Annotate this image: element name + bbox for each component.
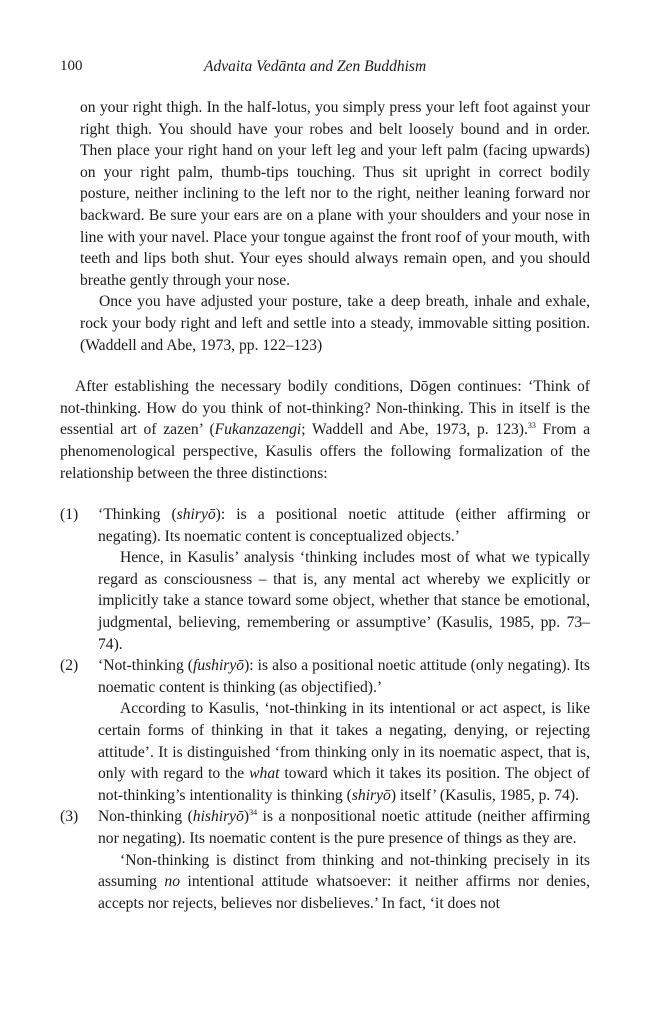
term: shiryō	[351, 786, 391, 804]
list-number: (1)	[60, 506, 79, 524]
term: hishiryō	[192, 808, 244, 826]
list-item	[60, 655, 590, 806]
term: shiryō	[176, 506, 216, 524]
body-paragraph: After establishing the necessary bodily conditions, Dōgen continues: ‘Think of not-thinking. How do you think of not-thinking? Non-thinking. This in itself is the essential art of zazen’ (Fukanzazengi; Waddell and Abe, 1973, p. 123).$^{33}$ From a phenomenological perspective, Kasulis offers the following formalization of the relationship between the three distinctions:	[60, 378, 591, 482]
page-number: 100	[60, 58, 83, 74]
page-body	[60, 97, 590, 914]
running-header	[60, 58, 590, 78]
list-number: (3)	[60, 808, 79, 826]
block-quote	[80, 97, 590, 356]
term: fushiryō	[192, 657, 245, 675]
definition-text: ‘Thinking (shiryō): is a positional noetic attitude (either affirming or negating). Its noematic content is conceptualized objects.’	[98, 506, 590, 545]
italic-title: Fukanzazengi	[214, 421, 302, 439]
quote-paragraph: Once you have adjusted your posture, take a deep breath, inhale and exhale, rock your body right and left and settle into a steady, immovable sitting position. (Waddell and Abe, 1973, pp. 122–123)	[80, 293, 590, 354]
definition-text: Non-thinking (hishiryō)$^{34}$ is a nonpositional noetic attitude (neither affirming nor negating). Its noematic content is the pure presence of things as they are.	[98, 808, 591, 847]
running-title: Advaita Vedānta and Zen Buddhism	[204, 58, 427, 75]
definition-text: ‘Not-thinking (fushiryō): is also a positional noetic attitude (only negating). Its noematic content is thinking (as objectified).’	[98, 657, 590, 696]
list-number: (2)	[60, 657, 79, 675]
footnote-marker: 34	[249, 808, 258, 818]
list-item	[60, 806, 590, 914]
numbered-list	[60, 504, 590, 914]
emphasis: what	[249, 765, 280, 783]
commentary-text: According to Kasulis, ‘not-thinking in its intentional or act aspect, is like certain forms of thinking in that it takes a negating, denying, or rejecting attitude’. It is distinguished ‘from thinking only in its noematic aspect, that is, only with regard to the what toward which it takes its position. The object of not-thinking’s intentionality is thinking (shiryō) itself’ (Kasulis, 1985, p. 74).	[98, 700, 590, 804]
footnote-marker: 33	[527, 421, 536, 431]
emphasis: no	[164, 873, 180, 891]
commentary-text: Hence, in Kasulis’ analysis ‘thinking includes most of what we typically regard as consciousness – that is, any mental act whereby we explicitly or implicitly take a stance toward some object, whether that stance be emotional, judgmental, believing, remembering or assumptive’ (Kasulis, 1985, pp. 73–74).	[98, 549, 590, 653]
list-item	[60, 504, 590, 655]
commentary-text: ‘Non-thinking is distinct from thinking and not-thinking precisely in its assuming no intentional attitude whatsoever: it neither affirms nor denies, accepts nor rejects, believes nor disbelieves.’ In fact, ‘it does not	[98, 851, 590, 912]
quote-paragraph: on your right thigh. In the half-lotus, you simply press your left foot against your right thigh. You should have your robes and belt loosely bound and in order. Then place your right hand on your left leg and your left palm (facing upwards) on your right palm, thumb-tips touching. Thus sit upright in correct bodily posture, neither inclining to the left nor to the right, neither leaning forward nor backward. Be sure your ears are on a plane with your shoulders and your nose in line with your navel. Place your tongue against the front roof of your mouth, with teeth and lips both shut. Your eyes should always remain open, and you should breathe gently through your nose.	[80, 99, 590, 289]
